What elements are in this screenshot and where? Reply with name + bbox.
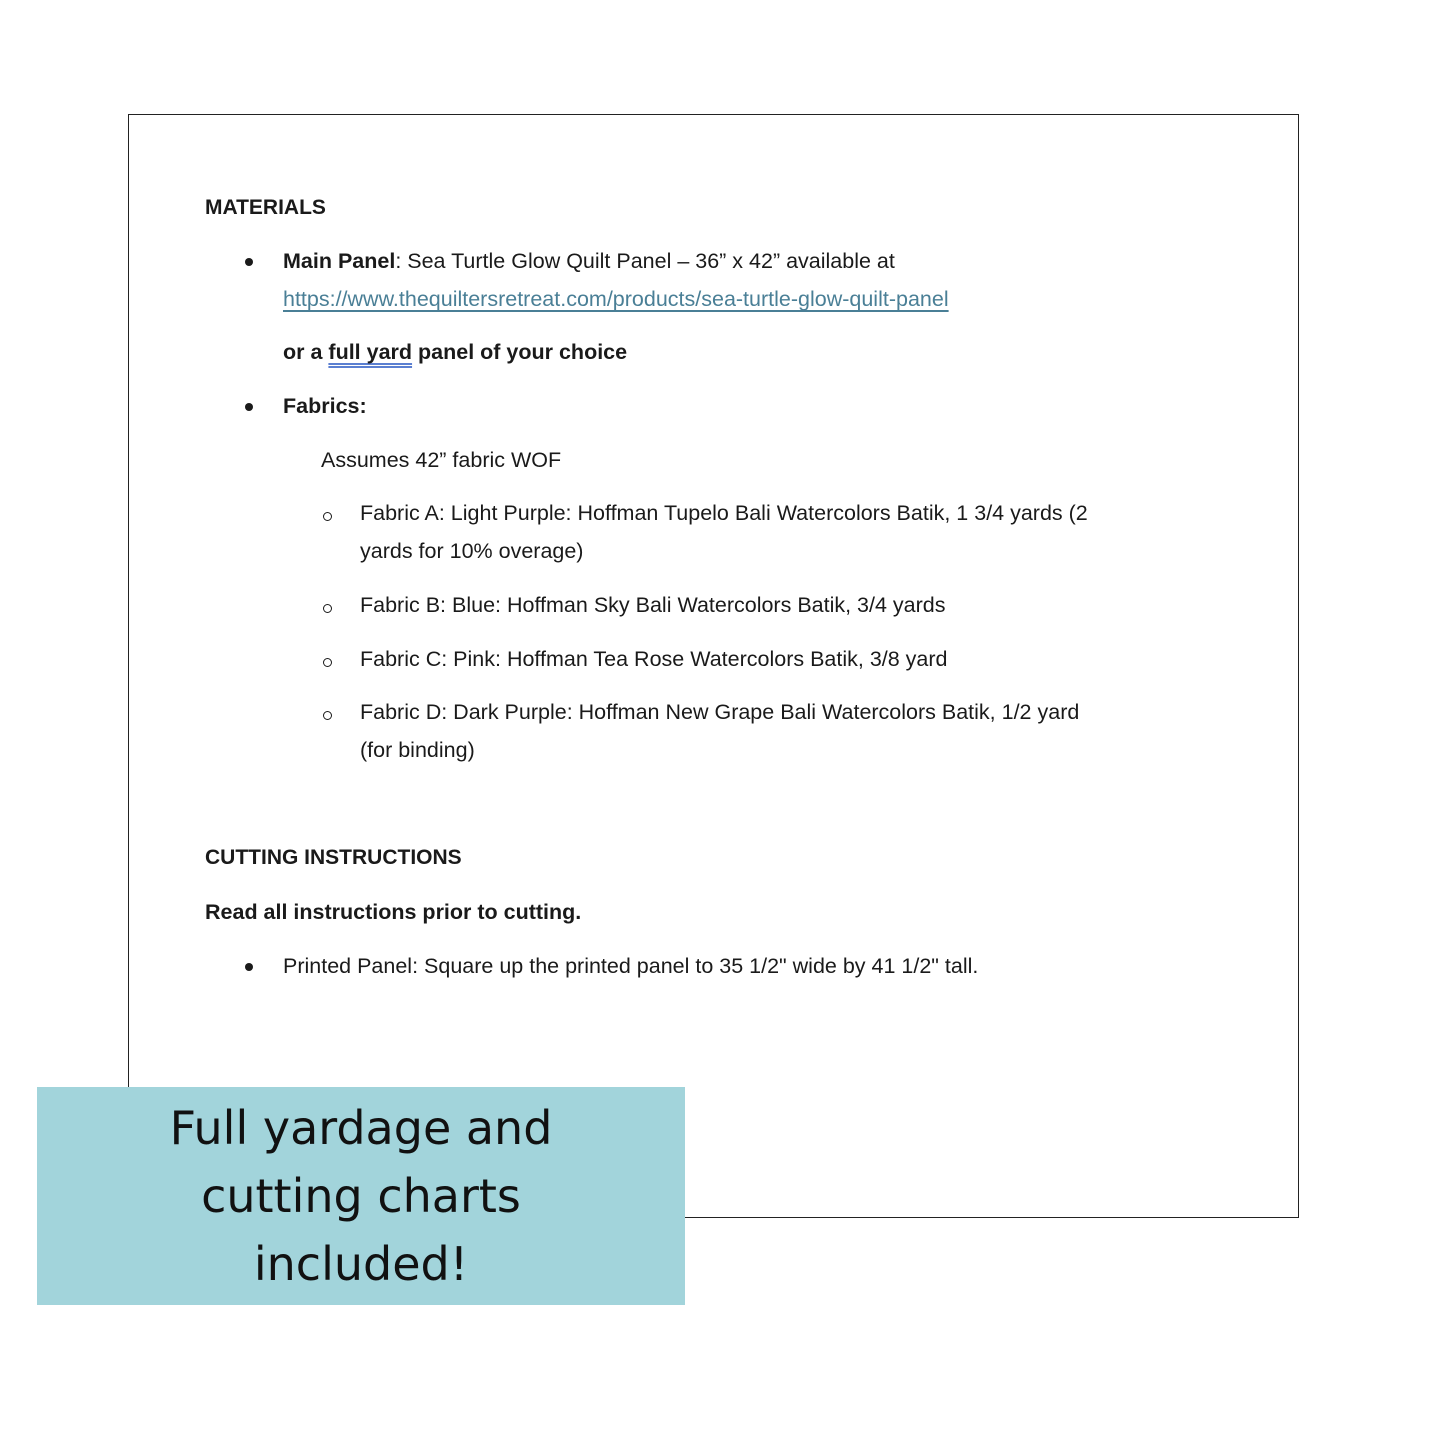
fabric-d-line2: (for binding) [360,738,475,762]
circle-bullet-icon [323,711,332,720]
bullet-icon [245,963,253,971]
fabrics-label: Fabrics: [283,394,367,418]
bullet-icon [245,258,253,266]
promo-banner [37,1087,685,1305]
banner-line: Full yardage and [169,1101,553,1155]
main-panel-link[interactable]: https://www.thequiltersretreat.com/products/sea-turtle-glow-quilt-panel [283,287,949,311]
fabric-a-line1: Fabric A: Light Purple: Hoffman Tupelo Bali Watercolors Batik, 1 3/4 yards (2 [360,501,1088,525]
circle-bullet-icon [323,658,332,667]
fabric-b-line1: Fabric B: Blue: Hoffman Sky Bali Watercolors Batik, 3/4 yards [360,593,946,617]
materials-heading: MATERIALS [205,196,326,219]
fabric-c-line1: Fabric C: Pink: Hoffman Tea Rose Watercolors Batik, 3/8 yard [360,647,948,671]
cutting-heading: CUTTING INSTRUCTIONS [205,846,462,869]
cutting-item: Printed Panel: Square up the printed panel to 35 1/2" wide by 41 1/2" tall. [283,954,979,978]
cutting-subheading: Read all instructions prior to cutting. [205,900,582,924]
banner-line: included! [253,1237,469,1291]
fabrics-note: Assumes 42” fabric WOF [321,448,562,472]
main-panel-label: Main Panel [283,249,396,273]
fabric-d-line1: Fabric D: Dark Purple: Hoffman New Grape Bali Watercolors Batik, 1/2 yard [360,700,1080,724]
alt-panel-suffix: panel of your choice [412,340,628,364]
banner-text [111,1094,611,1298]
alt-panel-squiggle-text: full yard [328,340,413,364]
fabric-a-line2: yards for 10% overage) [360,539,584,563]
alt-panel-prefix: or a [283,340,329,364]
main-panel-line [283,242,895,280]
main-panel-text: : Sea Turtle Glow Quilt Panel – 36” x 42” available at [395,249,895,273]
bullet-icon [245,403,253,411]
banner-line: cutting charts [201,1169,521,1223]
circle-bullet-icon [323,512,332,521]
document-page [128,114,1299,1218]
circle-bullet-icon [323,604,332,613]
alt-panel-line [283,333,627,371]
